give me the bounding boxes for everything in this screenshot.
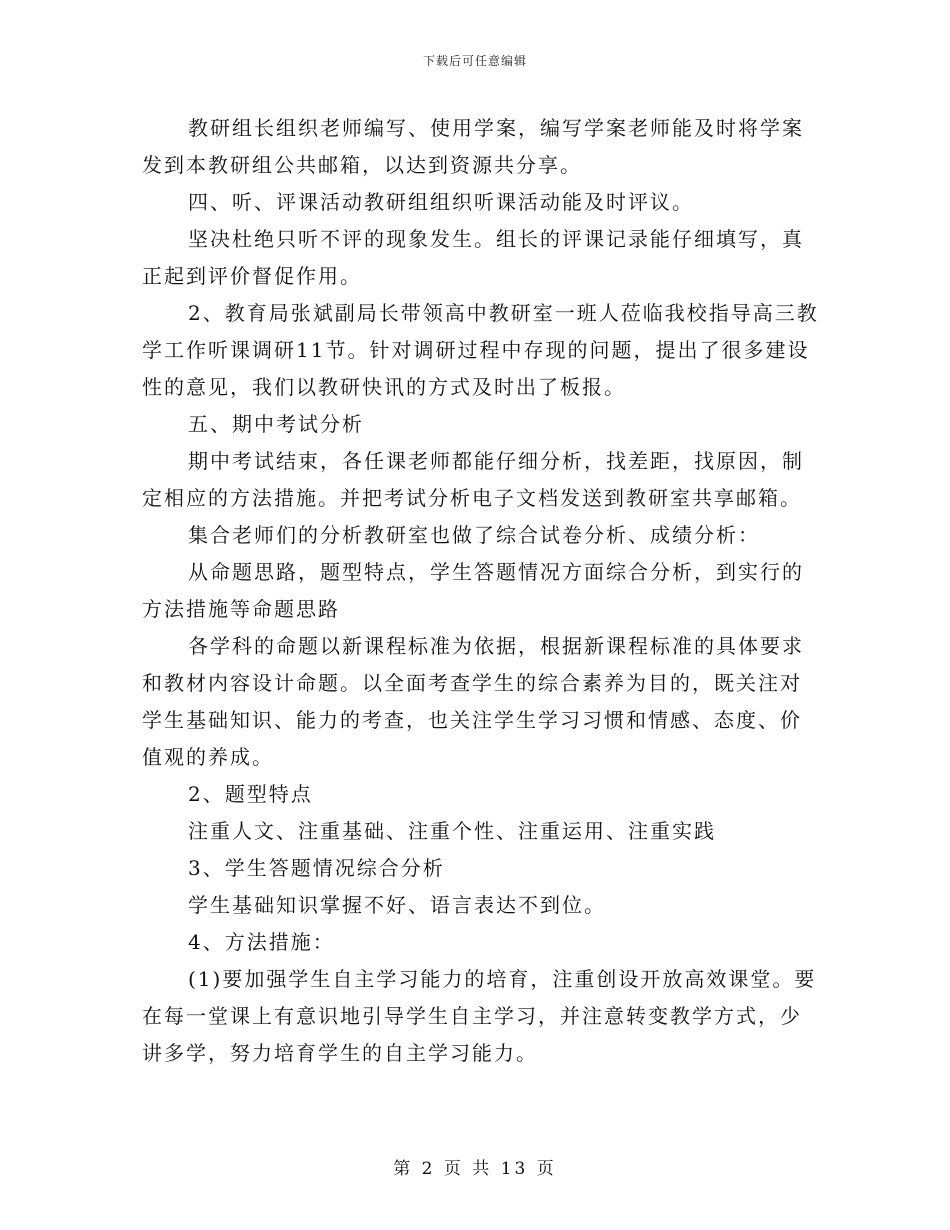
text-line: 正起到评价督促作用。 xyxy=(142,264,362,288)
text-line: 五、期中考试分析 xyxy=(188,412,364,436)
text-line: 注重人文、注重基础、注重个性、注重运用、注重实践 xyxy=(188,819,716,843)
text-line: 值观的养成。 xyxy=(142,745,274,769)
text-line: 坚决杜绝只听不评的现象发生。组长的评课记录能仔细填写，真 xyxy=(188,227,804,251)
text-line: 教研组长组织老师编写、使用学案，编写学案老师能及时将学案 xyxy=(188,116,804,140)
text-line: 3、学生答题情况综合分析 xyxy=(188,856,445,880)
text-line: 集合老师们的分析教研室也做了综合试卷分析、成绩分析： xyxy=(188,523,760,547)
text-line: 和教材内容设计命题。以全面考查学生的综合素养为目的，既关注对 xyxy=(142,671,802,695)
text-line: 4、方法措施： xyxy=(188,930,335,954)
text-line: 方法措施等命题思路 xyxy=(142,597,340,621)
text-line: 2、题型特点 xyxy=(188,782,313,806)
document-body xyxy=(142,110,819,1072)
page-header: 下载后可任意编辑 xyxy=(422,54,527,68)
text-line: 性的意见，我们以教研快讯的方式及时出了板报。 xyxy=(142,375,626,399)
text-line: 2、教育局张斌副局长带领高中教研室一班人莅临我校指导高三教 xyxy=(188,301,819,325)
text-line: 学生基础知识、能力的考查，也关注学生学习习惯和情感、态度、价 xyxy=(142,708,802,732)
text-line: 定相应的方法措施。并把考试分析电子文档发送到教研室共享邮箱。 xyxy=(142,486,802,510)
text-line: 发到本教研组公共邮箱，以达到资源共分享。 xyxy=(142,153,582,177)
text-line: 从命题思路，题型特点，学生答题情况方面综合分析，到实行的 xyxy=(188,560,804,584)
text-line: 学工作听课调研11节。针对调研过程中存现的问题，提出了很多建设 xyxy=(142,338,810,362)
text-line: 四、听、评课活动教研组组织听课活动能及时评议。 xyxy=(188,190,694,214)
text-line: 各学科的命题以新课程标准为依据，根据新课程标准的具体要求 xyxy=(188,634,804,658)
text-line: 讲多学，努力培育学生的自主学习能力。 xyxy=(142,1041,538,1065)
text-line: 期中考试结束，各任课老师都能仔细分析，找差距，找原因，制 xyxy=(188,449,804,473)
page-number: 第 2 页 共 13 页 xyxy=(393,1159,557,1179)
text-line: 在每一堂课上有意识地引导学生自主学习，并注意转变教学方式，少 xyxy=(142,1004,802,1028)
text-line: (1)要加强学生自主学习能力的培育，注重创设开放高效课堂。要 xyxy=(188,967,817,991)
text-line: 学生基础知识掌握不好、语言表达不到位。 xyxy=(188,893,606,917)
